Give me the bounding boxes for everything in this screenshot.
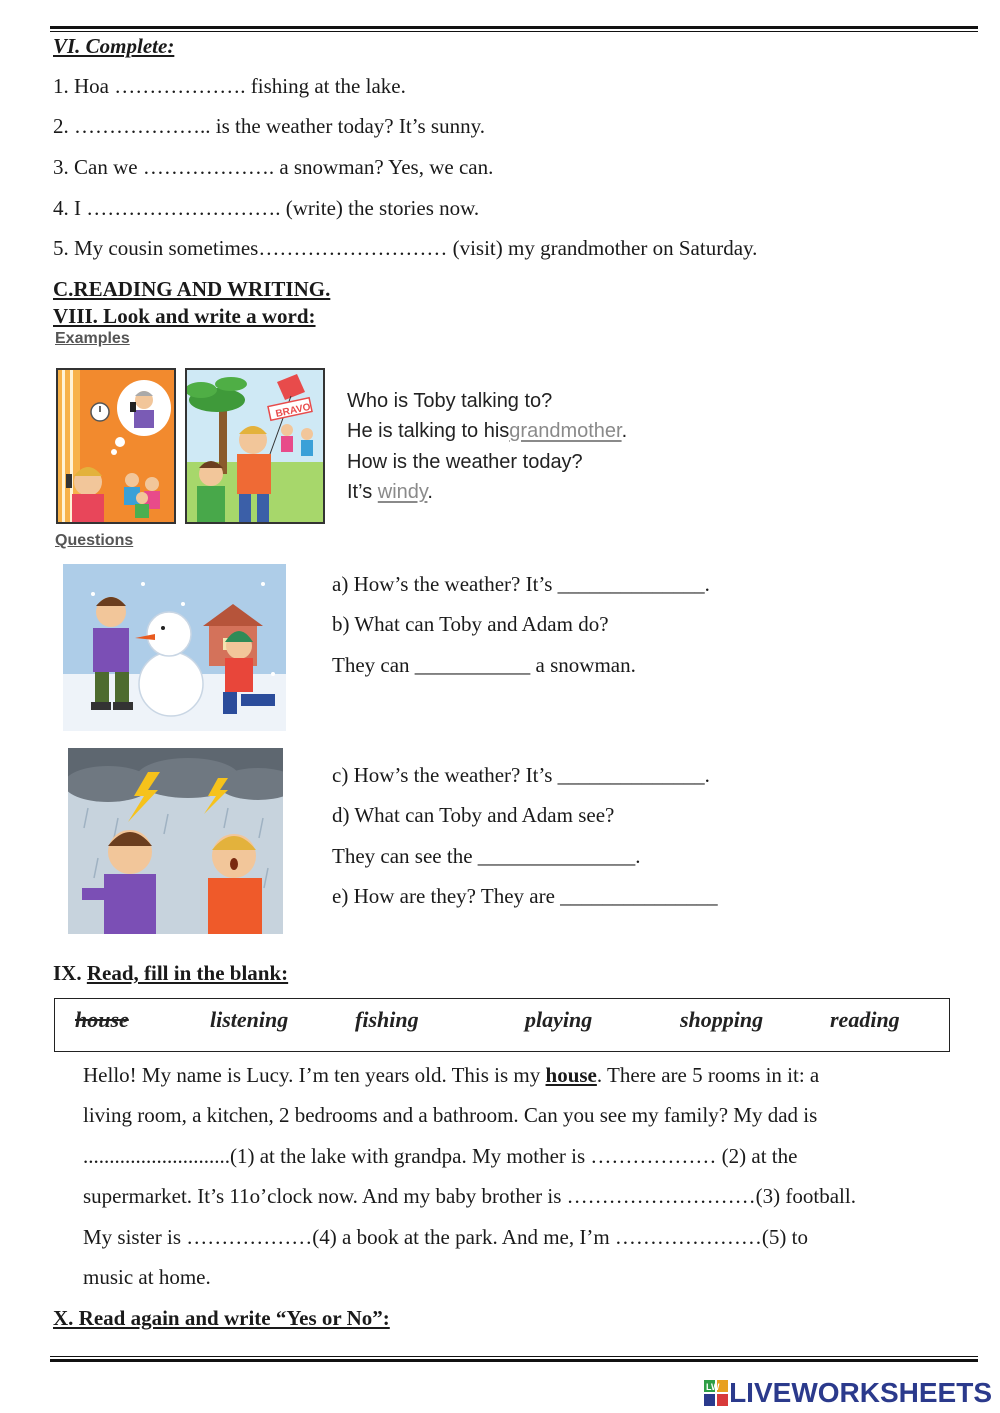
example-answer-2-prefix: It’s (347, 481, 373, 503)
top-rule-thin (50, 31, 978, 32)
question-e: e) How are they? They are _______________ (332, 884, 718, 908)
example-answer-windy: windy (377, 481, 428, 503)
section-10-title: X. Read again and write “Yes or No”: (53, 1306, 390, 1330)
reading-line-1a: Hello! My name is Lucy. I’m ten years old. This is my (83, 1063, 541, 1087)
section-6-title: VI. Complete: (53, 34, 175, 58)
question-c: c) How’s the weather? It’s ______________. (332, 763, 710, 787)
liveworksheets-logo (703, 1376, 992, 1410)
section-9-title (53, 961, 288, 986)
example-question-1: Who is Toby talking to? (347, 390, 553, 412)
question-b-answer-line: They can ___________ a snowman. (332, 653, 636, 677)
example-answer-2-end: . (427, 481, 433, 503)
question-b: b) What can Toby and Adam do? (332, 612, 609, 636)
complete-item-1: 1. Hoa ………………. fishing at the lake. (53, 74, 406, 98)
word-bank-fishing: fishing (355, 1007, 419, 1032)
bottom-rule-thick (50, 1359, 978, 1362)
section-c-title: C.READING AND WRITING. (53, 277, 331, 301)
word-bank-playing: playing (525, 1007, 593, 1032)
reading-line-2: living room, a kitchen, 2 bedrooms and a bathroom. Can you see my family? My dad is (83, 1103, 818, 1127)
question-a: a) How’s the weather? It’s ______________. (332, 572, 710, 596)
top-rule-thick (50, 26, 978, 29)
liveworksheets-logo-icon (703, 1379, 729, 1407)
word-bank-reading: reading (830, 1007, 900, 1032)
reading-house-word: house (545, 1063, 597, 1087)
section-8-title: VIII. Look and write a word: (53, 304, 316, 328)
complete-item-2: 2. ……………….. is the weather today? It’s sunny. (53, 114, 485, 138)
reading-line-1 (83, 1063, 819, 1088)
complete-item-4: 4. I ………………………. (write) the stories now. (53, 196, 480, 220)
example-answer-1-end: . (621, 420, 628, 442)
question-d-answer-line: They can see the _______________. (332, 844, 641, 868)
svg-text:LW: LW (706, 1382, 720, 1392)
example-picture-phone-call (56, 368, 176, 524)
question-picture-storm (68, 748, 283, 934)
question-d: d) What can Toby and Adam see? (332, 803, 615, 827)
example-answer-line-1 (347, 420, 627, 443)
reading-line-6: music at home. (83, 1265, 211, 1289)
bottom-rule-thin (50, 1356, 978, 1357)
example-answer-line-2 (347, 481, 433, 504)
complete-item-5: 5. My cousin sometimes……………………… (visit) my grandmother on Saturday. (53, 236, 758, 260)
complete-item-3: 3. Can we ………………. a snowman? Yes, we can. (53, 155, 494, 179)
reading-line-5: My sister is ………………(4) a book at the park. And me, I’m …………………(5) to (83, 1225, 808, 1249)
word-bank-shopping: shopping (680, 1007, 764, 1032)
reading-line-1c: . There are 5 rooms in it: a (596, 1063, 820, 1087)
reading-line-3: ............................(1) at the lake with grandpa. My mother is ……………… (2) at the (83, 1144, 798, 1168)
word-bank-house: house (75, 1007, 129, 1032)
example-answer-grandmother: grandmother (509, 420, 622, 442)
example-picture-windy-kite (185, 368, 325, 524)
liveworksheets-logo-text: LIVEWORKSHEETS (729, 1377, 992, 1408)
example-answer-1-prefix: He is talking to his (347, 420, 510, 442)
section-9-title-text: Read, fill in the blank: (86, 961, 289, 985)
questions-label: Questions (55, 532, 134, 549)
example-question-2: How is the weather today? (347, 451, 583, 473)
examples-label: Examples (55, 330, 130, 347)
bravo-sign-text: BRAVO (274, 401, 312, 420)
reading-line-4: supermarket. It’s 11o’clock now. And my baby brother is ………………………(3) football. (83, 1184, 856, 1208)
section-9-prefix: IX. (53, 961, 82, 985)
question-picture-snowman (63, 564, 286, 731)
word-bank-listening: listening (210, 1007, 289, 1032)
word-bank (54, 998, 950, 1052)
